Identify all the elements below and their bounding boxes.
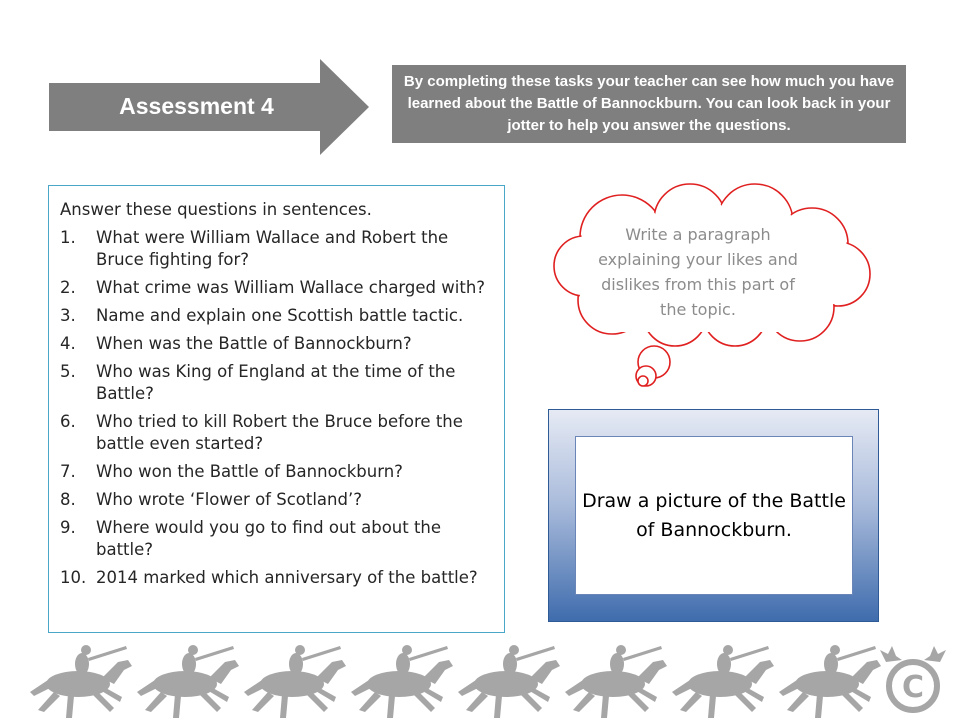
horse-rider-icon xyxy=(779,645,881,718)
question-item xyxy=(60,227,494,271)
horse-rider-icon xyxy=(30,645,132,718)
thought-cloud xyxy=(540,182,880,392)
title-arrow xyxy=(49,59,369,155)
question-item xyxy=(60,517,494,561)
question-number: 2. xyxy=(60,278,76,297)
question-text: What crime was William Wallace charged with? xyxy=(96,278,486,297)
question-number: 5. xyxy=(60,362,76,381)
questions-box xyxy=(48,185,505,633)
question-number: 8. xyxy=(60,490,76,509)
questions-list xyxy=(60,227,494,589)
question-number: 7. xyxy=(60,462,76,481)
cloud-text: Write a paragraph explaining your likes and dislikes from this part of the topic. xyxy=(598,225,798,319)
question-text: Who was King of England at the time of the Battle? xyxy=(96,362,456,403)
assessment-title: Assessment 4 xyxy=(119,93,274,119)
horse-rider-icon xyxy=(458,645,560,718)
question-number: 10. xyxy=(60,568,87,587)
question-number: 6. xyxy=(60,412,76,431)
draw-picture-area xyxy=(575,436,853,595)
question-item xyxy=(60,333,494,355)
horse-rider-icon xyxy=(351,645,453,718)
horse-rider-icon xyxy=(565,645,667,718)
question-item xyxy=(60,305,494,327)
svg-text:C: C xyxy=(901,670,925,705)
question-item xyxy=(60,361,494,405)
question-item xyxy=(60,277,494,299)
question-text: What were William Wallace and Robert the Bruce fighting for? xyxy=(96,228,449,269)
question-item xyxy=(60,411,494,455)
questions-intro: Answer these questions in sentences. xyxy=(60,200,372,219)
question-text: Who tried to kill Robert the Bruce before the battle even started? xyxy=(96,412,463,453)
question-number: 4. xyxy=(60,334,76,353)
question-item xyxy=(60,567,494,589)
draw-picture-text: Draw a picture of the Battle of Bannockburn. xyxy=(582,489,846,541)
footer-strip xyxy=(0,640,960,720)
intro-banner xyxy=(392,65,906,143)
question-text: Where would you go to find out about the battle? xyxy=(96,518,442,559)
question-number: 3. xyxy=(60,306,76,325)
question-item xyxy=(60,461,494,483)
question-number: 9. xyxy=(60,518,76,537)
question-text: When was the Battle of Bannockburn? xyxy=(96,334,412,353)
copyright-moose-icon xyxy=(880,646,946,710)
draw-picture-frame xyxy=(548,409,879,622)
question-text: Who won the Battle of Bannockburn? xyxy=(96,462,403,481)
horse-rider-icon xyxy=(672,645,774,718)
intro-text: By completing these tasks your teacher can see how much you have learned about the Battle of Bannockburn. You can look back in your jotter to help you answer the questions. xyxy=(403,73,895,134)
footer-icons xyxy=(0,640,960,720)
question-number: 1. xyxy=(60,228,76,247)
question-text: Who wrote ‘Flower of Scotland’? xyxy=(96,490,362,509)
question-text: 2014 marked which anniversary of the battle? xyxy=(96,568,478,587)
question-item xyxy=(60,489,494,511)
horse-rider-icon xyxy=(137,645,239,718)
question-text: Name and explain one Scottish battle tactic. xyxy=(96,306,464,325)
horse-rider-icon xyxy=(244,645,346,718)
